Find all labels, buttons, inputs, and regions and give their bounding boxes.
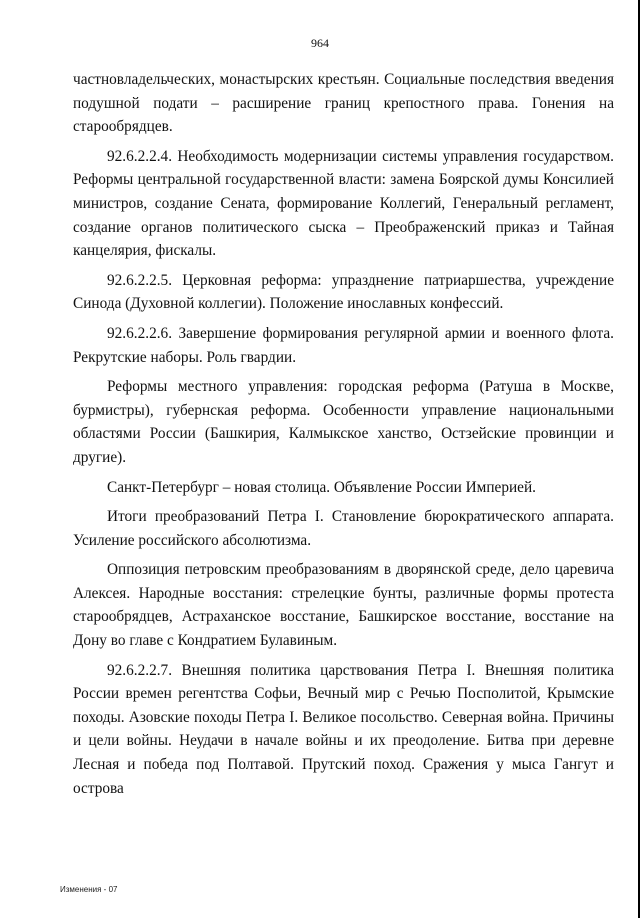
paragraph-section-92-6-2-2-7: 92.6.2.2.7. Внешняя политика царствования Петра I. Внешняя политика России времен регентства Софьи, Вечный мир с Речью Посполитой, Крымские походы. Азовские походы Петра I. Великое посольство. Северная война. Причины и цели войны. Неудачи в начале войны и их преодоление. Битва при деревне Лесная и победа под Полтавой. Прутский поход. Сражения у мыса Гангут и острова xyxy=(73,661,614,797)
paragraph-section-92-6-2-2-5: 92.6.2.2.5. Церковная реформа: упразднение патриаршества, учреждение Синода (Духовной коллегии). Положение инославных конфессий. xyxy=(73,271,614,313)
paragraph-saint-petersburg: Санкт-Петербург – новая столица. Объявление России Империей. xyxy=(107,478,536,496)
paragraph-opposition: Оппозиция петровским преобразованиям в дворянской среде, дело царевича Алексея. Народные восстания: стрелецкие бунты, различные формы протеста старообрядцев, Астраханское восстание, Башкирское восстание, восстание на Дону во главе с Кондратием Булавиным. xyxy=(73,561,614,650)
paragraph-local-government: Реформы местного управления: городская реформа (Ратуша в Москве, бурмистры), губернская реформа. Особенности управление национальными областями России (Башкирия, Калмыкское ханство, Остзейские провинции и другие). xyxy=(73,378,614,466)
page-number: 964 xyxy=(311,36,329,50)
paragraph-reform-results: Итоги преобразований Петра I. Становление бюрократического аппарата. Усиление российского абсолютизма. xyxy=(73,508,614,549)
paragraph-continuation: частновладельческих, монастырских крестьян. Социальные последствия введения подушной подати – расширение границ крепостного права. Гонения на старообрядцев. xyxy=(73,71,614,136)
revision-footer: Изменения - 07 xyxy=(60,885,118,894)
body-text xyxy=(73,68,614,800)
paragraph-section-92-6-2-2-6: 92.6.2.2.6. Завершение формирования регулярной армии и военного флота. Рекрутские наборы. Роль гвардии. xyxy=(73,324,614,366)
paragraph-section-92-6-2-2-4: 92.6.2.2.4. Необходимость модернизации системы управления государством. Реформы центральной государственной власти: замена Боярской думы Консилией министров, создание Сената, формирование Коллегий, Генеральный регламент, создание органов политического сыска – Преображенский приказ и Тайная канцелярия, фискалы. xyxy=(73,147,614,260)
